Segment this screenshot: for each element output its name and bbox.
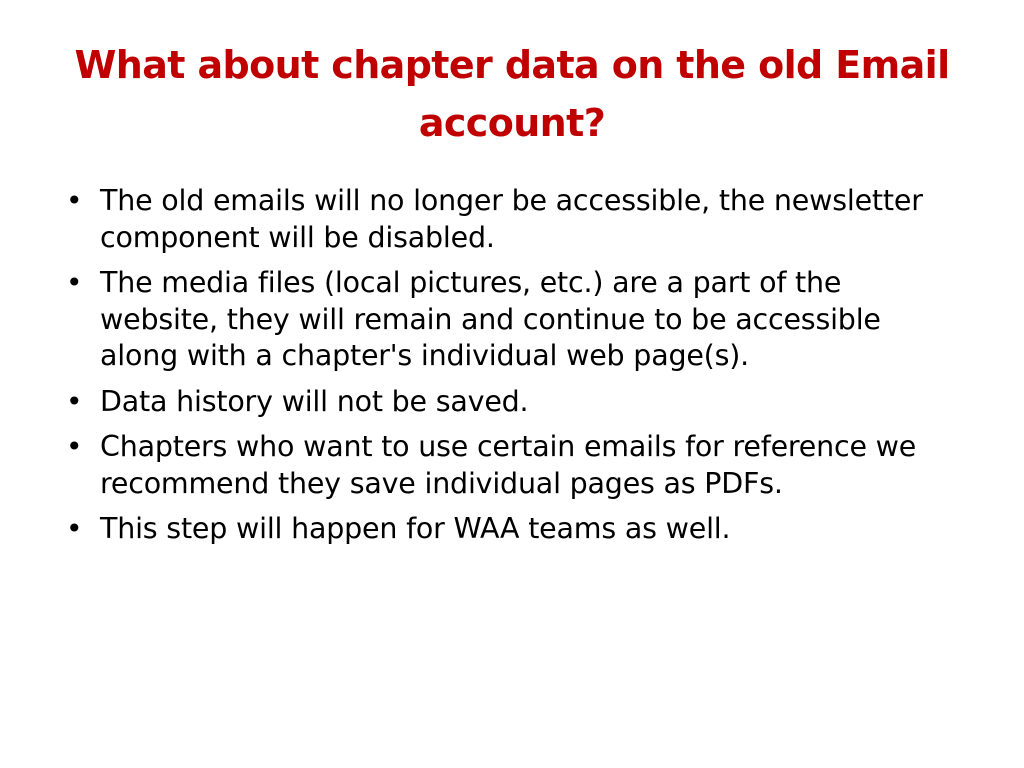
bullet-dot-icon: • [66, 430, 83, 463]
bullet-text: Data history will not be saved. [100, 384, 529, 418]
bullet-text: The media files (local pictures, etc.) are a part of the website, they will remain and continue to be accessible along with a chapter's individual web page(s). [100, 266, 881, 372]
slide-title: What about chapter data on the old Email account? [74, 43, 950, 145]
bullet-item [64, 265, 964, 375]
bullet-dot-icon: • [66, 184, 83, 217]
bullet-item [64, 183, 964, 256]
bullet-dot-icon: • [66, 266, 83, 299]
bullet-text: Chapters who want to use certain emails for reference we recommend they save individual pages as PDFs. [100, 430, 917, 500]
bullet-text: This step will happen for WAA teams as well. [100, 512, 731, 545]
bullet-item [64, 511, 964, 548]
bullet-item [64, 429, 964, 502]
bullet-dot-icon: • [66, 512, 83, 545]
bullet-list [64, 183, 964, 557]
bullet-item [64, 384, 964, 421]
bullet-dot-icon: • [66, 384, 83, 418]
bullet-text: The old emails will no longer be accessible, the newsletter component will be disabled. [100, 184, 923, 254]
